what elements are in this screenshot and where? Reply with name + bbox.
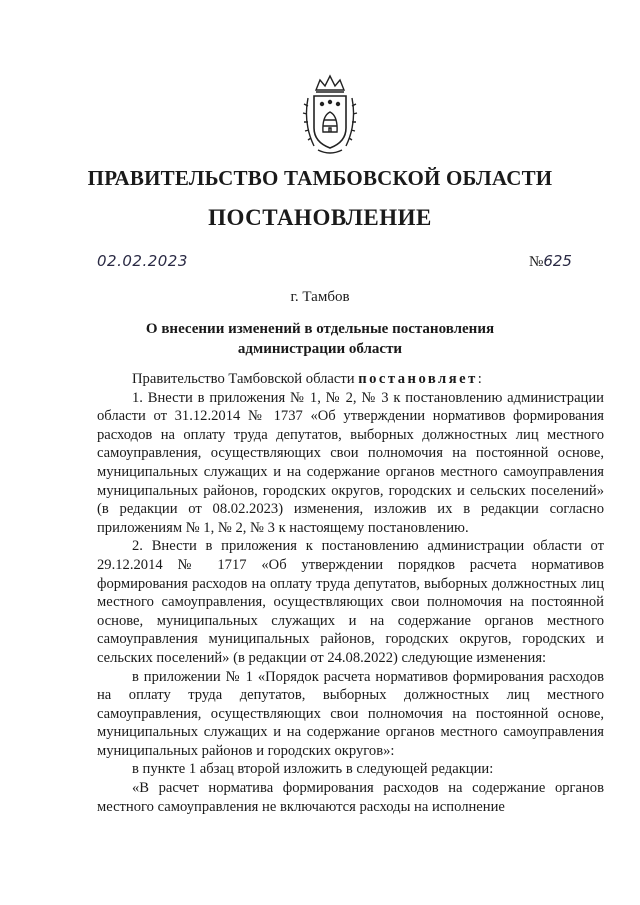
intro-text: Правительство Тамбовской области (132, 371, 359, 387)
document-number-block (529, 252, 572, 271)
document-type-heading: ПОСТАНОВЛЕНИЕ (208, 205, 432, 230)
clause-1-paragraph: в пункте 1 абзац второй изложить в следующей редакции: (132, 761, 494, 778)
city-line: г. Тамбов (290, 289, 350, 305)
number-sign: № (529, 254, 544, 270)
tambov-coat-of-arms-emblem (300, 68, 360, 158)
item-1-paragraph: 1. Внести в приложения № 1, № 2, № 3 к постановлению администрации области от 31.12.2014 № 1737 «Об утверждении нормативов формирования расходов на оплату труда депутатов, выборных должностных лиц местного самоуправления, осуществляющих свои полномочия на постоянной основе, муниципальных служащих и на содержание органов местного самоуправления муниципальных районов, городских округов, городских и сельских поселений» (в редакции от 08.02.2023) изменения, изложив их в редакции согласно приложениям № 1, № 2, № 3 к настоящему постановлению. (97, 389, 604, 536)
new-wording-paragraph: «В расчет норматива формирования расходов на содержание органов местного самоуправления не включаются расходы на исполнение (97, 780, 604, 815)
item-2-paragraph: 2. Внести в приложения к постановлению администрации области от 29.12.2014 № 1717 «Об утверждении порядков расчета нормативов формирования расходов на оплату труда депутатов, выборных должностных лиц местного самоуправления, осуществляющих свои полномочия на постоянной основе, муниципальных служащих и на содержание органов местного самоуправления муниципальных районов, городских округов, городских и сельских поселений» (в редакции от 24.08.2022) следующие изменения: (97, 538, 604, 666)
appendix-1-paragraph: в приложении № 1 «Порядок расчета нормативов формирования расходов на оплату труда депутатов, выборных должностных лиц местного самоуправления, осуществляющих свои полномочия на постоянной основе, муниципальных служащих и на содержание органов местного самоуправления муниципальных районов и городских округов»: (97, 668, 604, 759)
organization-title: ПРАВИТЕЛЬСТВО ТАМБОВСКОЙ ОБЛАСТИ (87, 166, 553, 190)
intro-colon: : (477, 371, 482, 387)
document-subject: О внесении изменений в отдельные постановления администрации области (145, 321, 495, 357)
document-body (97, 370, 604, 816)
decree-word: постановляет (358, 371, 478, 387)
document-number: 625 (543, 252, 572, 270)
document-date: 02.02.2023 (97, 252, 188, 270)
intro-paragraph (97, 370, 604, 389)
